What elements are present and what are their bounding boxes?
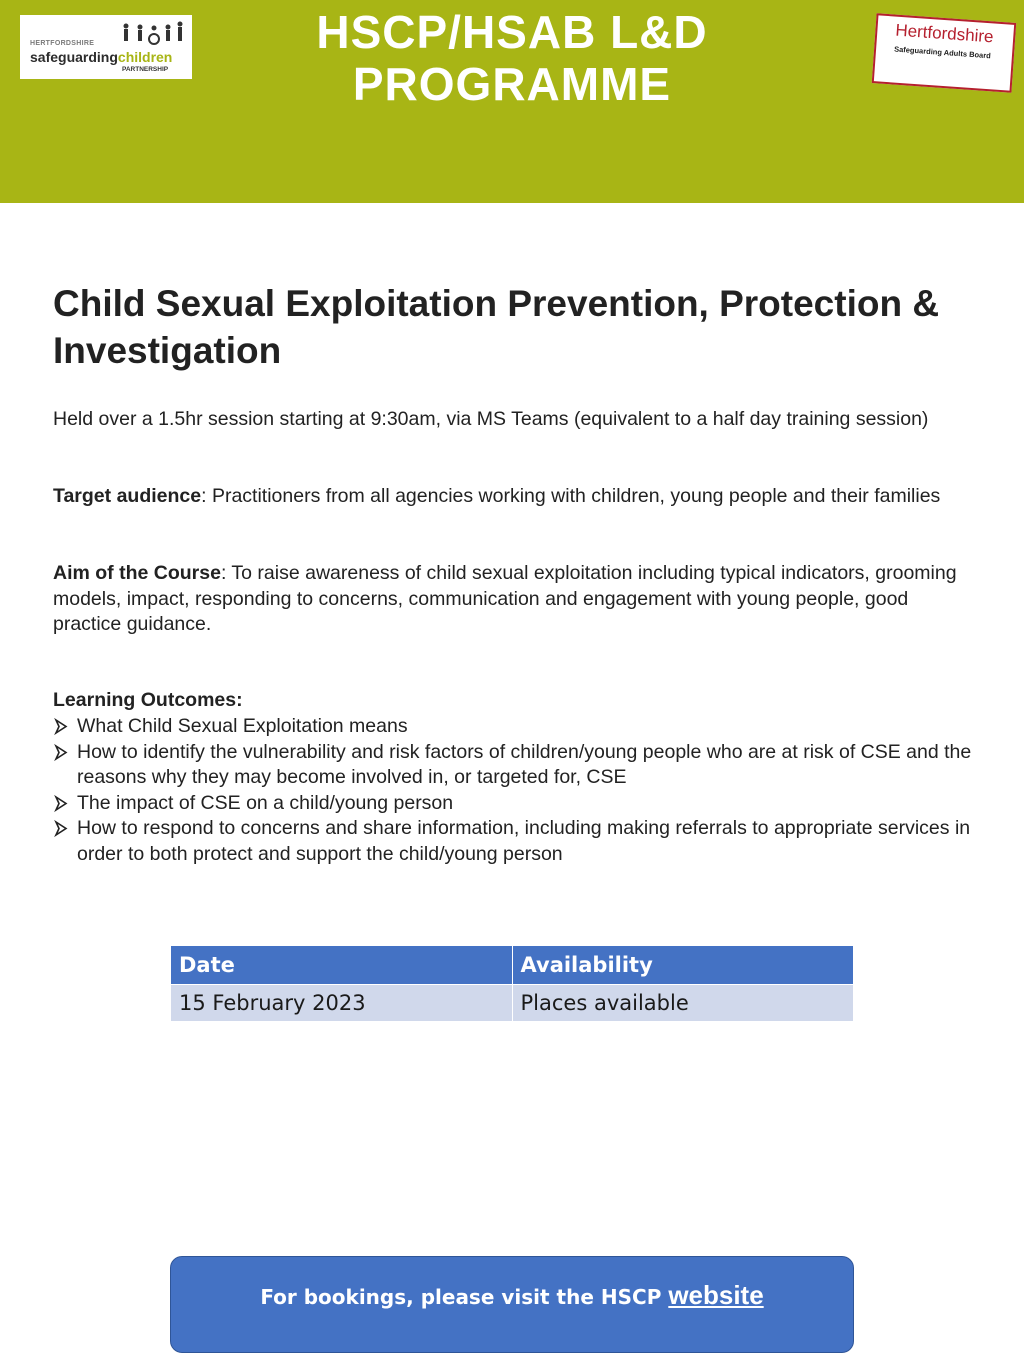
course-aim: [53, 561, 973, 638]
session-availability: Places available: [512, 985, 854, 1022]
hsab-logo-board: Safeguarding Adults Board: [893, 44, 992, 61]
list-item: What Child Sexual Exploitation means: [53, 714, 973, 740]
arrow-bullet-icon: [53, 816, 71, 841]
people-icon: [118, 21, 188, 47]
hsab-logo: [872, 13, 1017, 93]
hsab-logo-name: Hertfordshire: [894, 20, 995, 47]
programme-title: [212, 6, 812, 110]
session-info: Held over a 1.5hr session starting at 9:30am, via MS Teams (equivalent to a half day training session): [53, 408, 929, 430]
course-aim-label: Aim of the Course: [53, 562, 221, 584]
website-link[interactable]: website: [668, 1280, 764, 1310]
session-date: 15 February 2023: [171, 985, 513, 1022]
booking-banner: [170, 1256, 854, 1353]
logo-left-sub-text: PARTNERSHIP: [122, 66, 169, 73]
table-row: [171, 985, 854, 1022]
programme-title-line2: PROGRAMME: [352, 58, 672, 110]
booking-text: For bookings, please visit the HSCP: [260, 1285, 669, 1309]
course-aim-text: : To raise awareness of child sexual exploitation including typical indicators, grooming models, impact, responding to concerns, communication and engagement with young people, good practice guidance.: [53, 562, 957, 635]
course-title: Child Sexual Exploitation Prevention, Protection & Investigation: [53, 283, 940, 371]
hscp-logo: [20, 15, 192, 79]
sessions-table: [170, 945, 854, 1022]
header-banner: [0, 0, 1024, 203]
table-header-row: [171, 946, 854, 985]
list-item: The impact of CSE on a child/young person: [53, 791, 973, 817]
logo-left-top-text: HERTFORDSHIRE: [30, 40, 95, 47]
arrow-bullet-icon: [53, 791, 71, 816]
column-header-availability: Availability: [512, 946, 854, 985]
programme-title-line1: HSCP/HSAB L&D: [316, 6, 708, 58]
learning-outcomes-list: [53, 714, 973, 867]
target-audience-text: : Practitioners from all agencies working with children, young people and their families: [201, 485, 941, 507]
logo-left-main-text: safeguardingchildren: [30, 49, 173, 65]
learning-outcomes-heading: Learning Outcomes:: [53, 689, 243, 711]
target-audience: [53, 484, 973, 510]
arrow-bullet-icon: [53, 740, 71, 765]
list-item: How to identify the vulnerability and risk factors of children/young people who are at risk of CSE and the reasons why they may become involved in, or targeted for, CSE: [53, 740, 973, 791]
target-audience-label: Target audience: [53, 485, 202, 507]
column-header-date: Date: [171, 946, 513, 985]
arrow-bullet-icon: [53, 714, 71, 739]
list-item: How to respond to concerns and share information, including making referrals to appropriate services in order to both protect and support the child/young person: [53, 816, 973, 867]
